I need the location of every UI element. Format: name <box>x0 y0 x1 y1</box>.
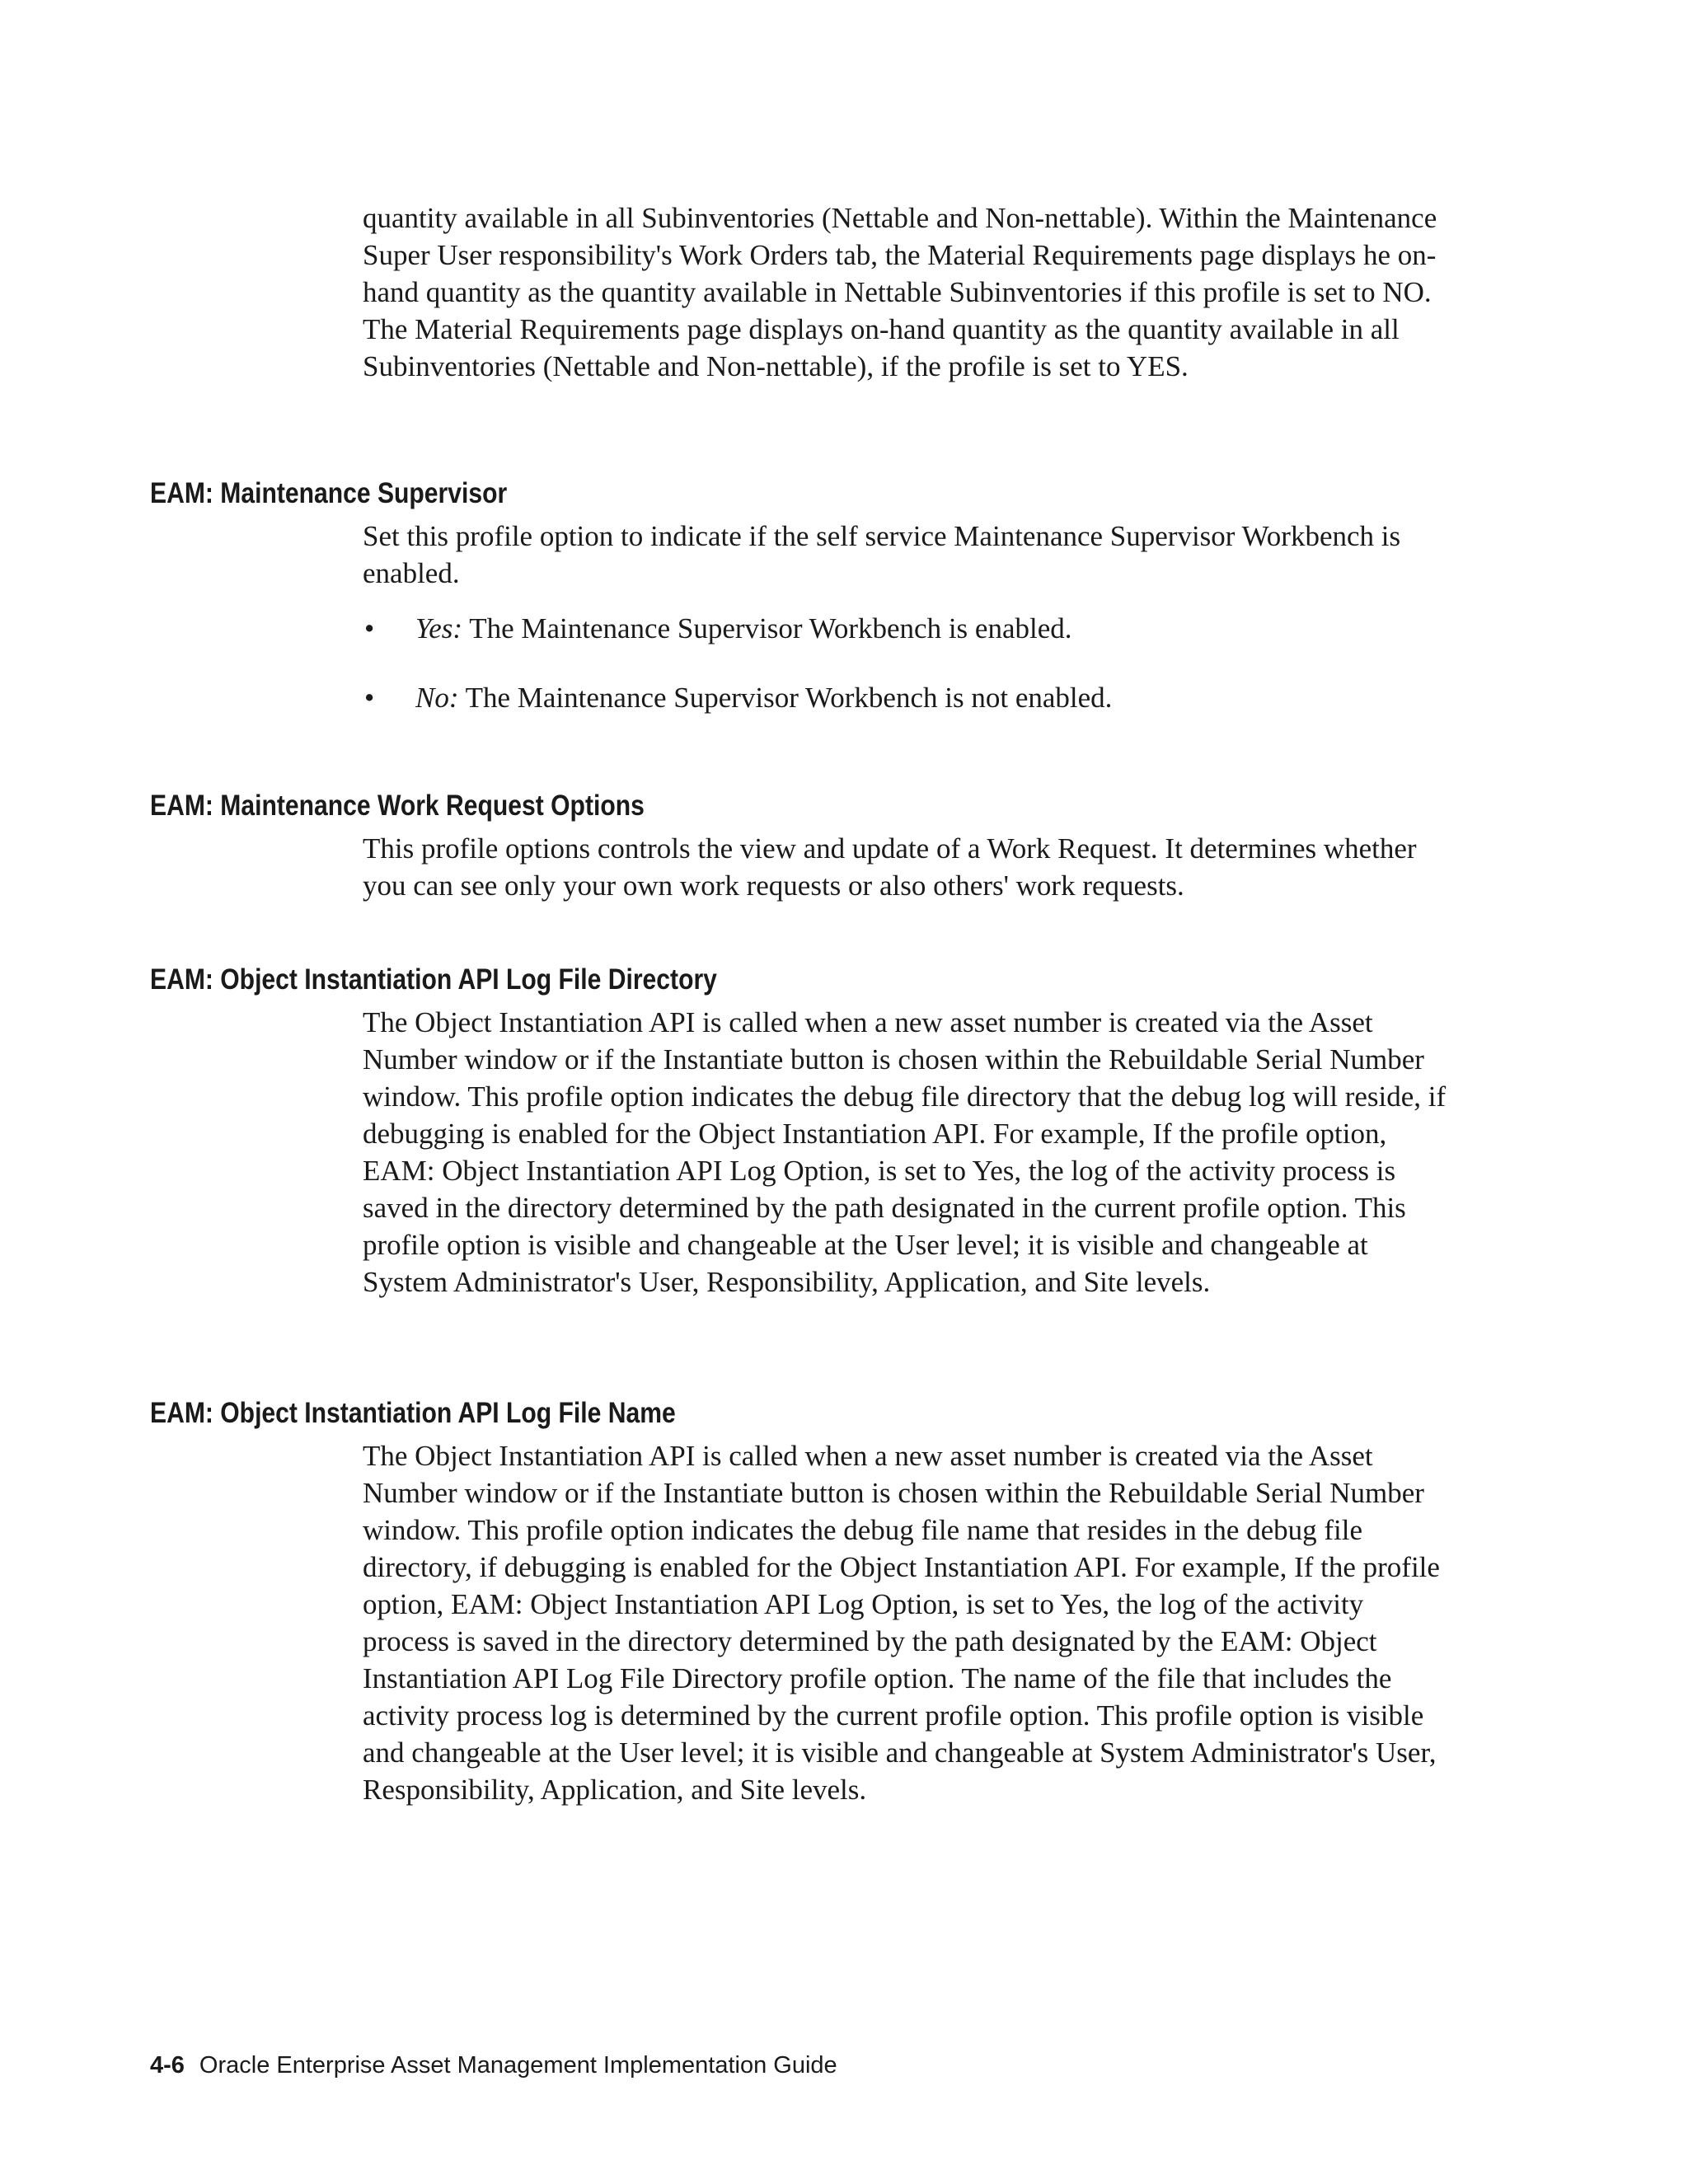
bullet-icon: • <box>364 612 375 644</box>
bullet-term: No: <box>415 682 459 714</box>
bullet-text: The Maintenance Supervisor Workbench is enabled. <box>462 612 1072 644</box>
page-footer <box>150 2050 837 2080</box>
section-heading-log-file-name: EAM: Object Instantiation API Log File Name <box>150 1397 676 1429</box>
section-heading-maintenance-supervisor: EAM: Maintenance Supervisor <box>150 477 508 509</box>
page-number: 4-6 <box>150 2052 185 2079</box>
section-paragraph-log-file-name: The Object Instantiation API is called when a new asset number is created via the Asset Number window or if the Instantiate button is chosen within the Rebuildable Serial Number window. This profile option indicates the debug file name that resides in the debug file directory, if debugging is enabled for the Object Instantiation API. For example, If the profile option, EAM: Object Instantiation API Log Option, is set to Yes, the log of the activity process is saved in the directory determined by the path designated by the EAM: Object Instantiation API Log File Directory profile option. The name of the file that includes the activity process log is determined by the current profile option. This profile option is visible and changeable at the User level; it is visible and changeable at System Administrator's User, Responsibility, Application, and Site levels. <box>363 1440 1440 1806</box>
intro-paragraph: quantity available in all Subinventories (Nettable and Non-nettable). Within the Maintenance Super User responsibility's Work Orders tab, the Material Requirements page displays he on-hand quantity as the quantity available in Nettable Subinventories if this profile is set to NO. The Material Requirements page displays on-hand quantity as the quantity available in all Subinventories (Nettable and Non-nettable), if the profile is set to YES. <box>363 202 1437 382</box>
bullet-icon: • <box>364 682 375 714</box>
bullet-list <box>363 610 1451 716</box>
section-heading-work-request-options: EAM: Maintenance Work Request Options <box>150 790 645 822</box>
list-item <box>363 610 1451 647</box>
bullet-text: The Maintenance Supervisor Workbench is not enabled. <box>458 682 1113 714</box>
section-heading-log-file-directory: EAM: Object Instantiation API Log File Directory <box>150 963 717 996</box>
bullet-term: Yes: <box>415 612 463 644</box>
section-paragraph-log-file-directory: The Object Instantiation API is called when a new asset number is created via the Asset Number window or if the Instantiate button is chosen within the Rebuildable Serial Number window. This profile option indicates the debug file directory that the debug log will reside, if debugging is enabled for the Object Instantiation API. For example, If the profile option, EAM: Object Instantiation API Log Option, is set to Yes, the log of the activity process is saved in the directory determined by the path designated in the current profile option. This profile option is visible and changeable at the User level; it is visible and changeable at System Administrator's User, Responsibility, Application, and Site levels. <box>363 1006 1447 1298</box>
book-title: Oracle Enterprise Asset Management Implementation Guide <box>199 2052 837 2079</box>
section-paragraph-maintenance-supervisor: Set this profile option to indicate if the self service Maintenance Supervisor Workbench is enabled. <box>363 520 1401 589</box>
section-paragraph-work-request-options: This profile options controls the view and update of a Work Request. It determines whether you can see only your own work requests or also others' work requests. <box>363 832 1417 902</box>
list-item <box>363 679 1451 716</box>
